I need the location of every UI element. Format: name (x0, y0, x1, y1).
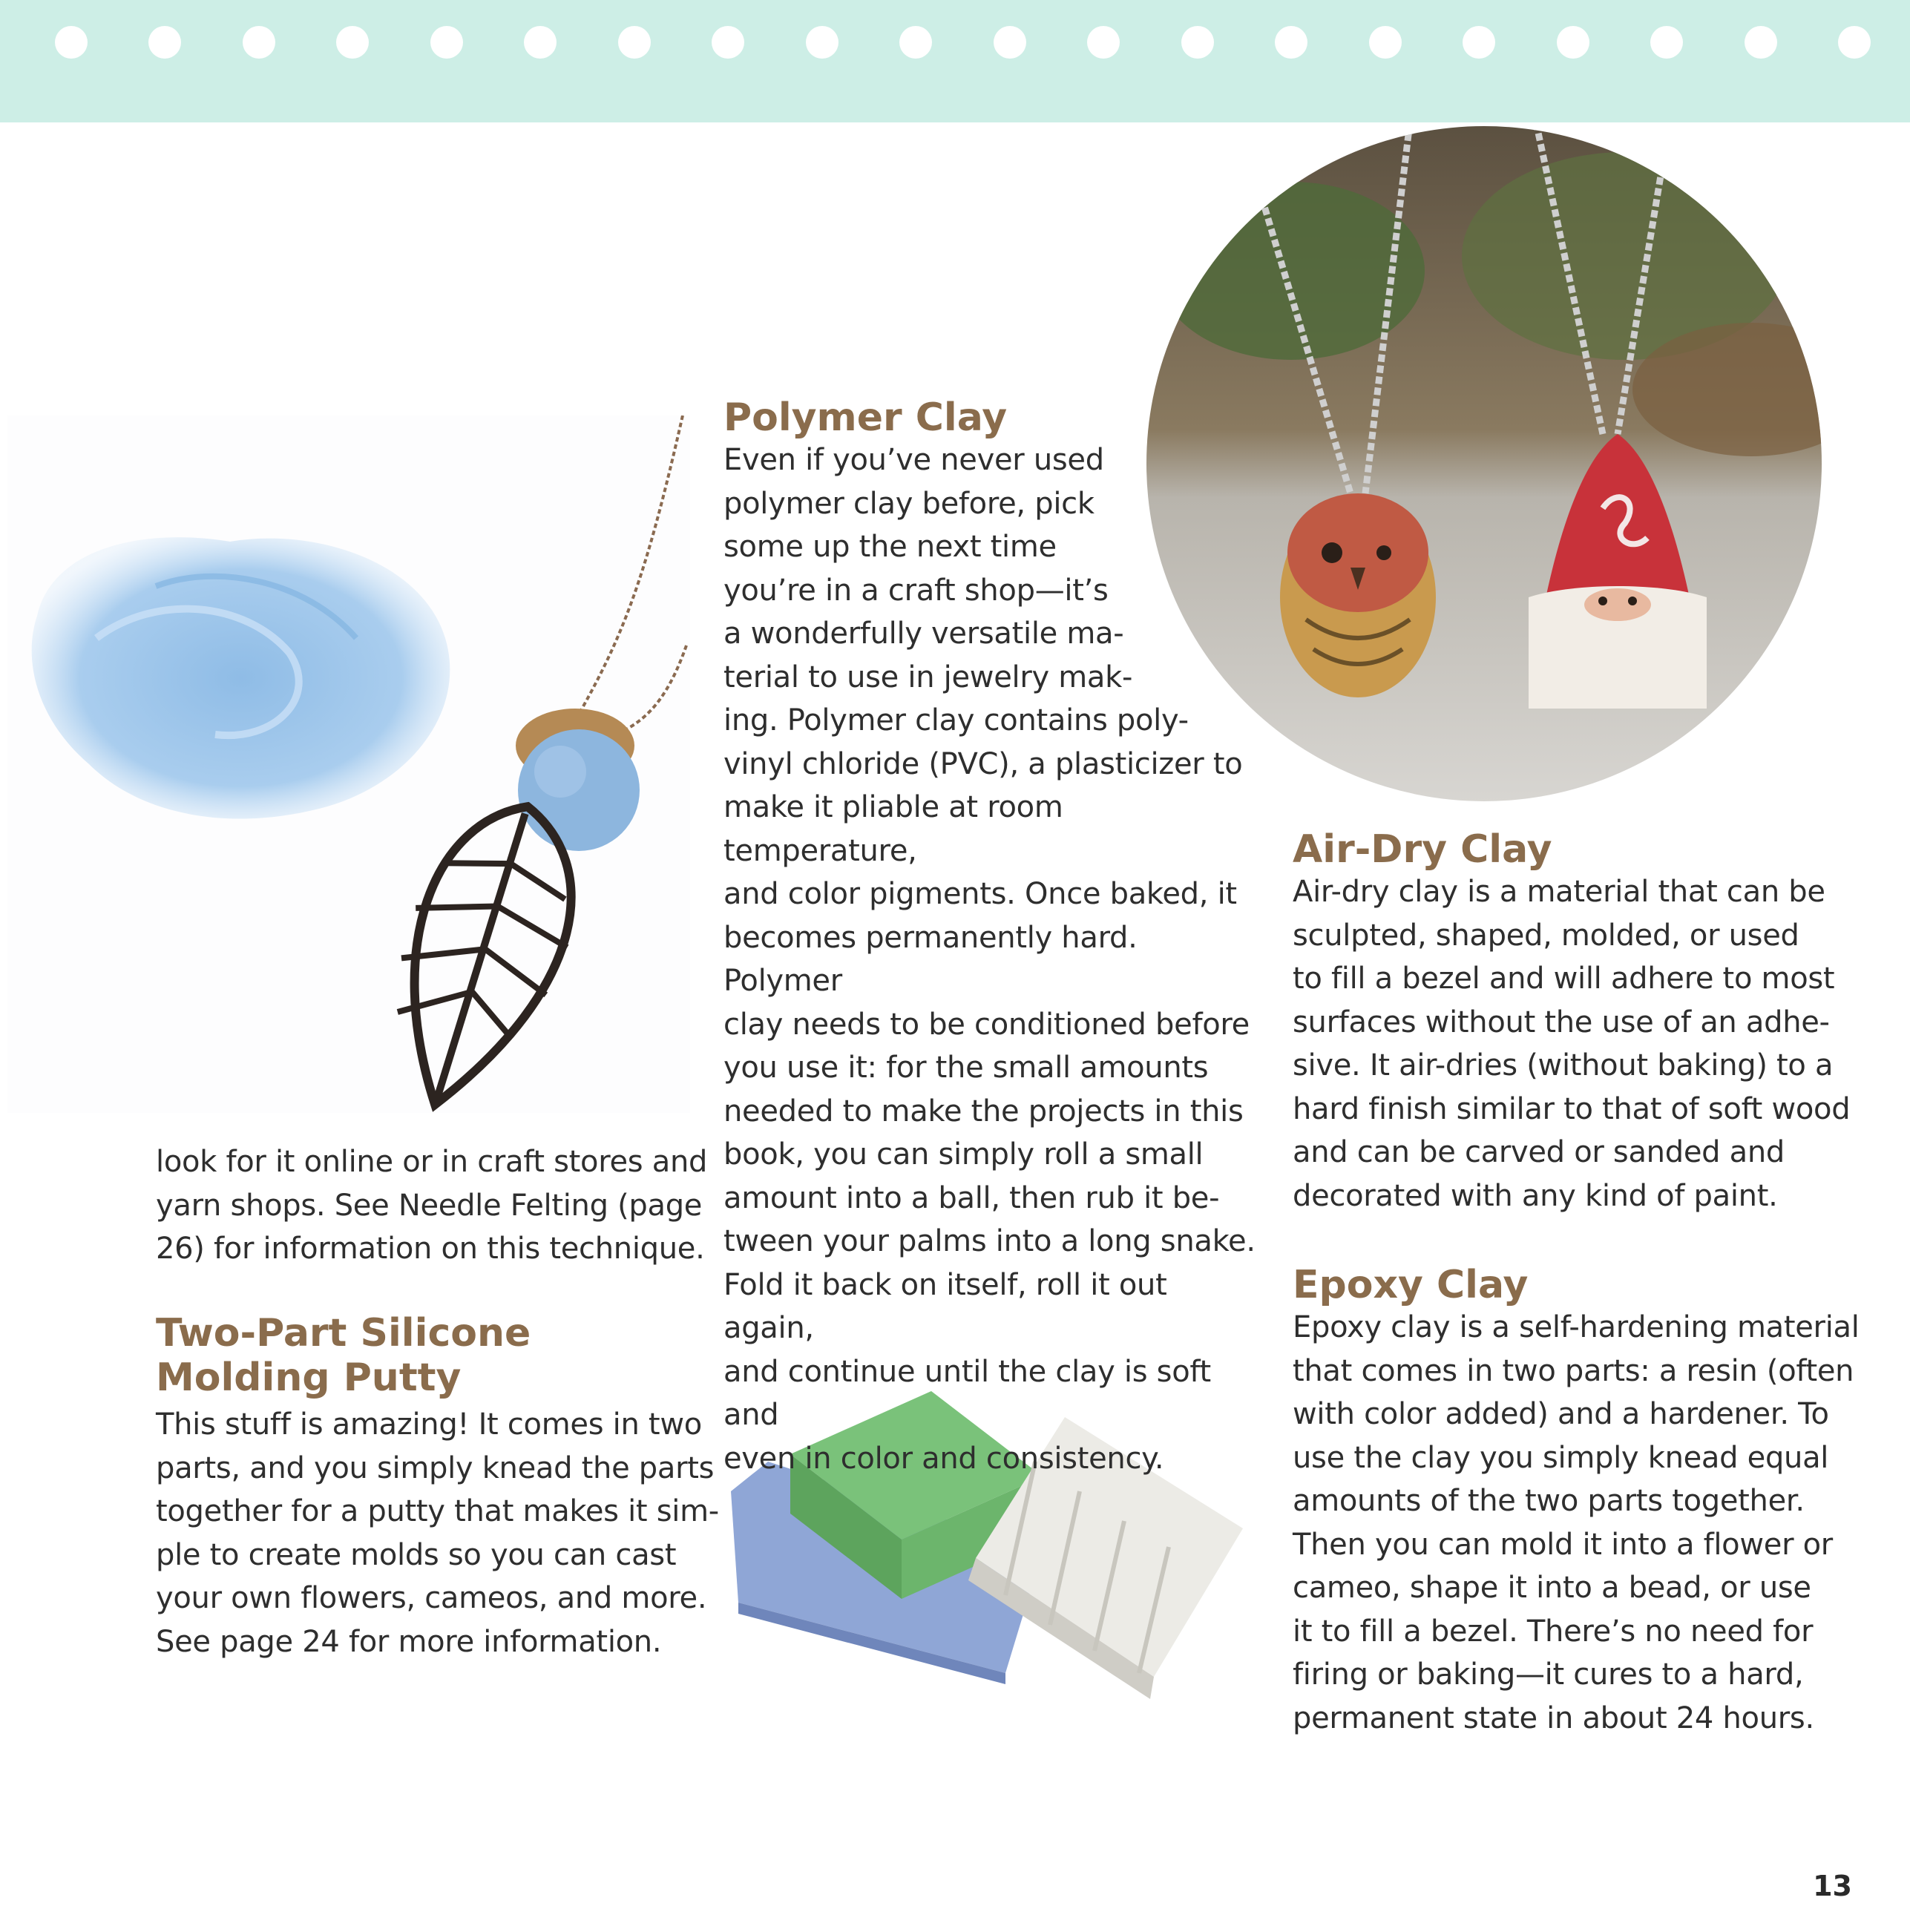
band-dot (1745, 26, 1777, 59)
band-dot (1181, 26, 1214, 59)
band-dot (1463, 26, 1495, 59)
epoxy-clay-heading: Epoxy Clay (1293, 1263, 1529, 1307)
band-dot (243, 26, 275, 59)
band-dot (336, 26, 369, 59)
band-dot (1087, 26, 1120, 59)
band-dot (1838, 26, 1871, 59)
band-dot (806, 26, 839, 59)
band-dot (994, 26, 1026, 59)
band-dot (55, 26, 88, 59)
epoxy-clay-body: Epoxy clay is a self-hardening material that comes in two parts: a resin (often with color added) and a hardener. To use the clay you simply knead equal amounts of the two parts together. Then you can mold it into a flower or cameo, shape it into a bead, or use it to fill a bezel. There’s no need for firing or baking—it cures to a hard, permanent state in about 24 hours. (1293, 1310, 1860, 1735)
band-dot (1650, 26, 1683, 59)
felt-acorn-pendant-photo (7, 415, 690, 1113)
polymer-clay-body: Even if you’ve never used polymer clay before, pick some up the next time you’re in a craft shop—it’s a wonderfully versatile ma- terial to use in jewelry mak- ing. Polymer clay contains poly- vinyl chloride (PVC), a plasticizer to make it pliable at room temperature, and color pigments. Once baked, it becomes permanently hard. Polymer clay needs to be conditioned before you use it: for the small amounts needed to make the projects in this book, you can simply roll a small amount into a ball, then rub it be- tween your palms into a long snake. Fold it back on itself, roll it out again, and continue until the clay is soft and even in color and consistency. (723, 443, 1256, 1476)
air-dry-clay-heading: Air-Dry Clay (1293, 827, 1552, 872)
silicone-putty-section (156, 1311, 720, 1663)
top-decorative-band (0, 0, 1910, 122)
air-dry-clay-body: Air-dry clay is a material that can be sculpted, shaped, molded, or used to fill a bezel and will adhere to most surfaces without the use of an adhe- sive. It air-dries (without baking) to a hard finish similar to that of soft wood and can be carved or sanded and decorated with any kind of paint. (1293, 875, 1851, 1213)
silicone-putty-body: This stuff is amazing! It comes in two parts, and you simply knead the parts together for a putty that makes it sim- ple to create molds so you can cast your own flowers, cameos, and more. See page 24 for more information. (156, 1407, 719, 1659)
band-dot (148, 26, 181, 59)
band-dot (1275, 26, 1307, 59)
polymer-clay-heading: Polymer Clay (723, 395, 1008, 440)
band-dot (430, 26, 463, 59)
band-dot (524, 26, 557, 59)
band-dot (618, 26, 651, 59)
band-dot (1557, 26, 1589, 59)
epoxy-clay-section (1293, 1263, 1886, 1740)
air-dry-clay-section (1293, 827, 1886, 1218)
band-dot (899, 26, 932, 59)
polymer-clay-section (723, 395, 1258, 1480)
band-dot (1369, 26, 1402, 59)
page-number: 13 (1813, 1870, 1852, 1902)
felt-continued-body: look for it online or in craft stores and yarn shops. See Needle Felting (page 26) for information on this technique. (156, 1145, 708, 1266)
band-dot (712, 26, 744, 59)
silicone-putty-heading: Two-Part Silicone Molding Putty (156, 1311, 531, 1400)
felt-continued-section (156, 1140, 720, 1271)
